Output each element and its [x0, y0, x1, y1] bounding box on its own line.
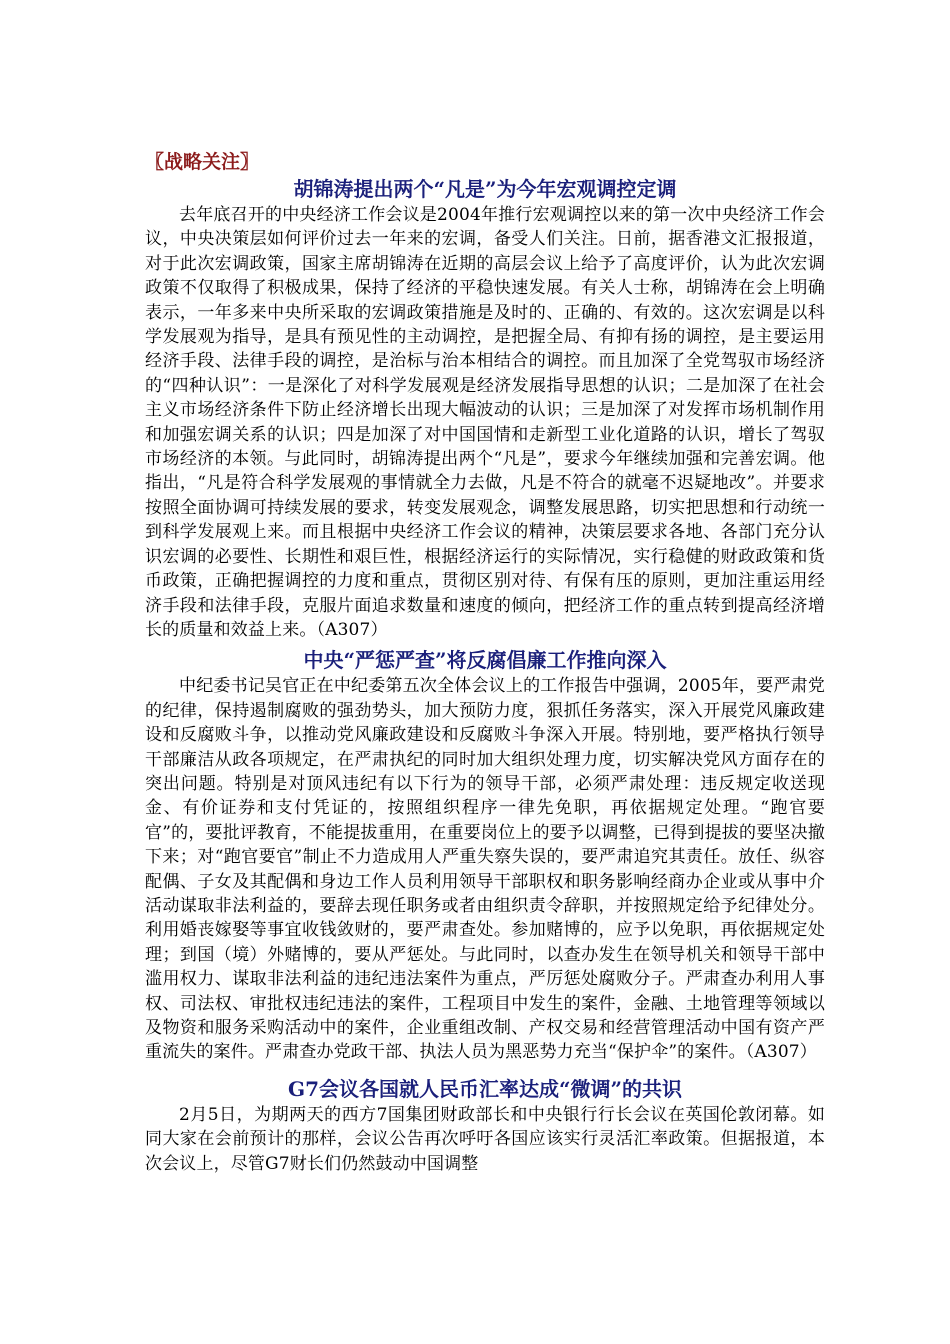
article-body-3: 2月5日，为期两天的西方7国集团财政部长和中央银行行长会议在英国伦敦闭幕。如同大家在会前预计的那样，会议公告再次呼吁各国应该实行灵活汇率政策。但据报道，本次会议上，尽管G7财长们仍然鼓动中国调整	[145, 1104, 825, 1174]
document-page	[145, 149, 825, 1176]
article-title-3: G7会议各国就人民币汇率达成“微调”的共识	[287, 1076, 682, 1101]
section-tag: 〖战略关注〗	[145, 151, 260, 173]
article-body-2: 中纪委书记吴官正在中纪委第五次全体会议上的工作报告中强调，2005年，要严肃党的纪律，保持遏制腐败的强劲势头，加大预防力度，狠抓任务落实，深入开展党风廉政建设和反腐败斗争，以推动党风廉政建设和反腐败斗争深入开展。特别地，要严格执行领导干部廉洁从政各项规定，在严肃执纪的同时加大组织处理力度，切实解决党风方面存在的突出问题。特别是对顶风违纪有以下行为的领导干部，必须严肃处理：违反规定收送现金、有价证券和支付凭证的，按照组织程序一律先免职，再依据规定处理。“跑官要官”的，要批评教育，不能提拔重用，在重要岗位上的要予以调整，已得到提拔的要坚决撤下来；对“跑官要官”制止不力造成用人严重失察失误的，要严肃追究其责任。放任、纵容配偶、子女及其配偶和身边工作人员利用领导干部职权和职务影响经商办企业或从事中介活动谋取非法利益的，要辞去现任职务或者由组织责令辞职，并按照规定给予纪律处分。利用婚丧嫁娶等事宜收钱敛财的，要严肃查处。参加赌博的，应予以免职，再依据规定处理；到国（境）外赌博的，要从严惩处。与此同时，以查办发生在领导机关和领导干部中滥用权力、谋取非法利益的违纪违法案件为重点，严厉惩处腐败分子。严肃查办利用人事权、司法权、审批权违纪违法的案件，工程项目中发生的案件，金融、土地管理等领域以及物资和服务采购活动中的案件，企业重组改制、产权交易和经营管理活动中国有资产严重流失的案件。严肃查办党政干部、执法人员为黑恶势力充当“保护伞”的案件。（A307）	[145, 676, 825, 1063]
article-title-1: 胡锦涛提出两个“凡是”为今年宏观调控定调	[293, 177, 677, 201]
article-body-1: 去年底召开的中央经济工作会议是2004年推行宏观调控以来的第一次中央经济工作会议，中央决策层如何评价过去一年来的宏调，备受人们关注。日前，据香港文汇报报道，对于此次宏调政策，国家主席胡锦涛在近期的高层会议上给予了高度评价，认为此次宏调政策不仅取得了积极成果，保持了经济的平稳快速发展。有关人士称，胡锦涛在会上明确表示，一年多来中央所采取的宏调政策措施是及时的、正确的、有效的。这次宏调是以科学发展观为指导，是具有预见性的主动调控，是把握全局、有抑有扬的调控，是主要运用经济手段、法律手段的调控，是治标与治本相结合的调控。而且加深了全党驾驭市场经济的“四种认识”：一是深化了对科学发展观是经济发展指导思想的认识；二是加深了在社会主义市场经济条件下防止经济增长出现大幅波动的认识；三是加深了对发挥市场机制作用和加强宏调关系的认识；四是加深了对中国国情和走新型工业化道路的认识，增长了驾驭市场经济的本领。与此同时，胡锦涛提出两个“凡是”，要求今年继续加强和完善宏调。他指出，“凡是符合科学发展观的事情就全力去做，凡是不符合的就毫不迟疑地改”。并要求按照全面协调可持续发展的要求，转变发展观念，调整发展思路，切实把思想和行动统一到科学发展观上来。而且根据中央经济工作会议的精神，决策层要求各地、各部门充分认识宏调的必要性、长期性和艰巨性，根据经济运行的实际情况，实行稳健的财政政策和货币政策，正确把握调控的力度和重点，贯彻区别对待、有保有压的原则，更加注重运用经济手段和法律手段，克服片面追求数量和速度的倾向，把经济工作的重点转到提高经济增长的质量和效益上来。（A307）	[145, 205, 825, 640]
article-title-2: 中央“严惩严查”将反腐倡廉工作推向深入	[303, 648, 667, 673]
